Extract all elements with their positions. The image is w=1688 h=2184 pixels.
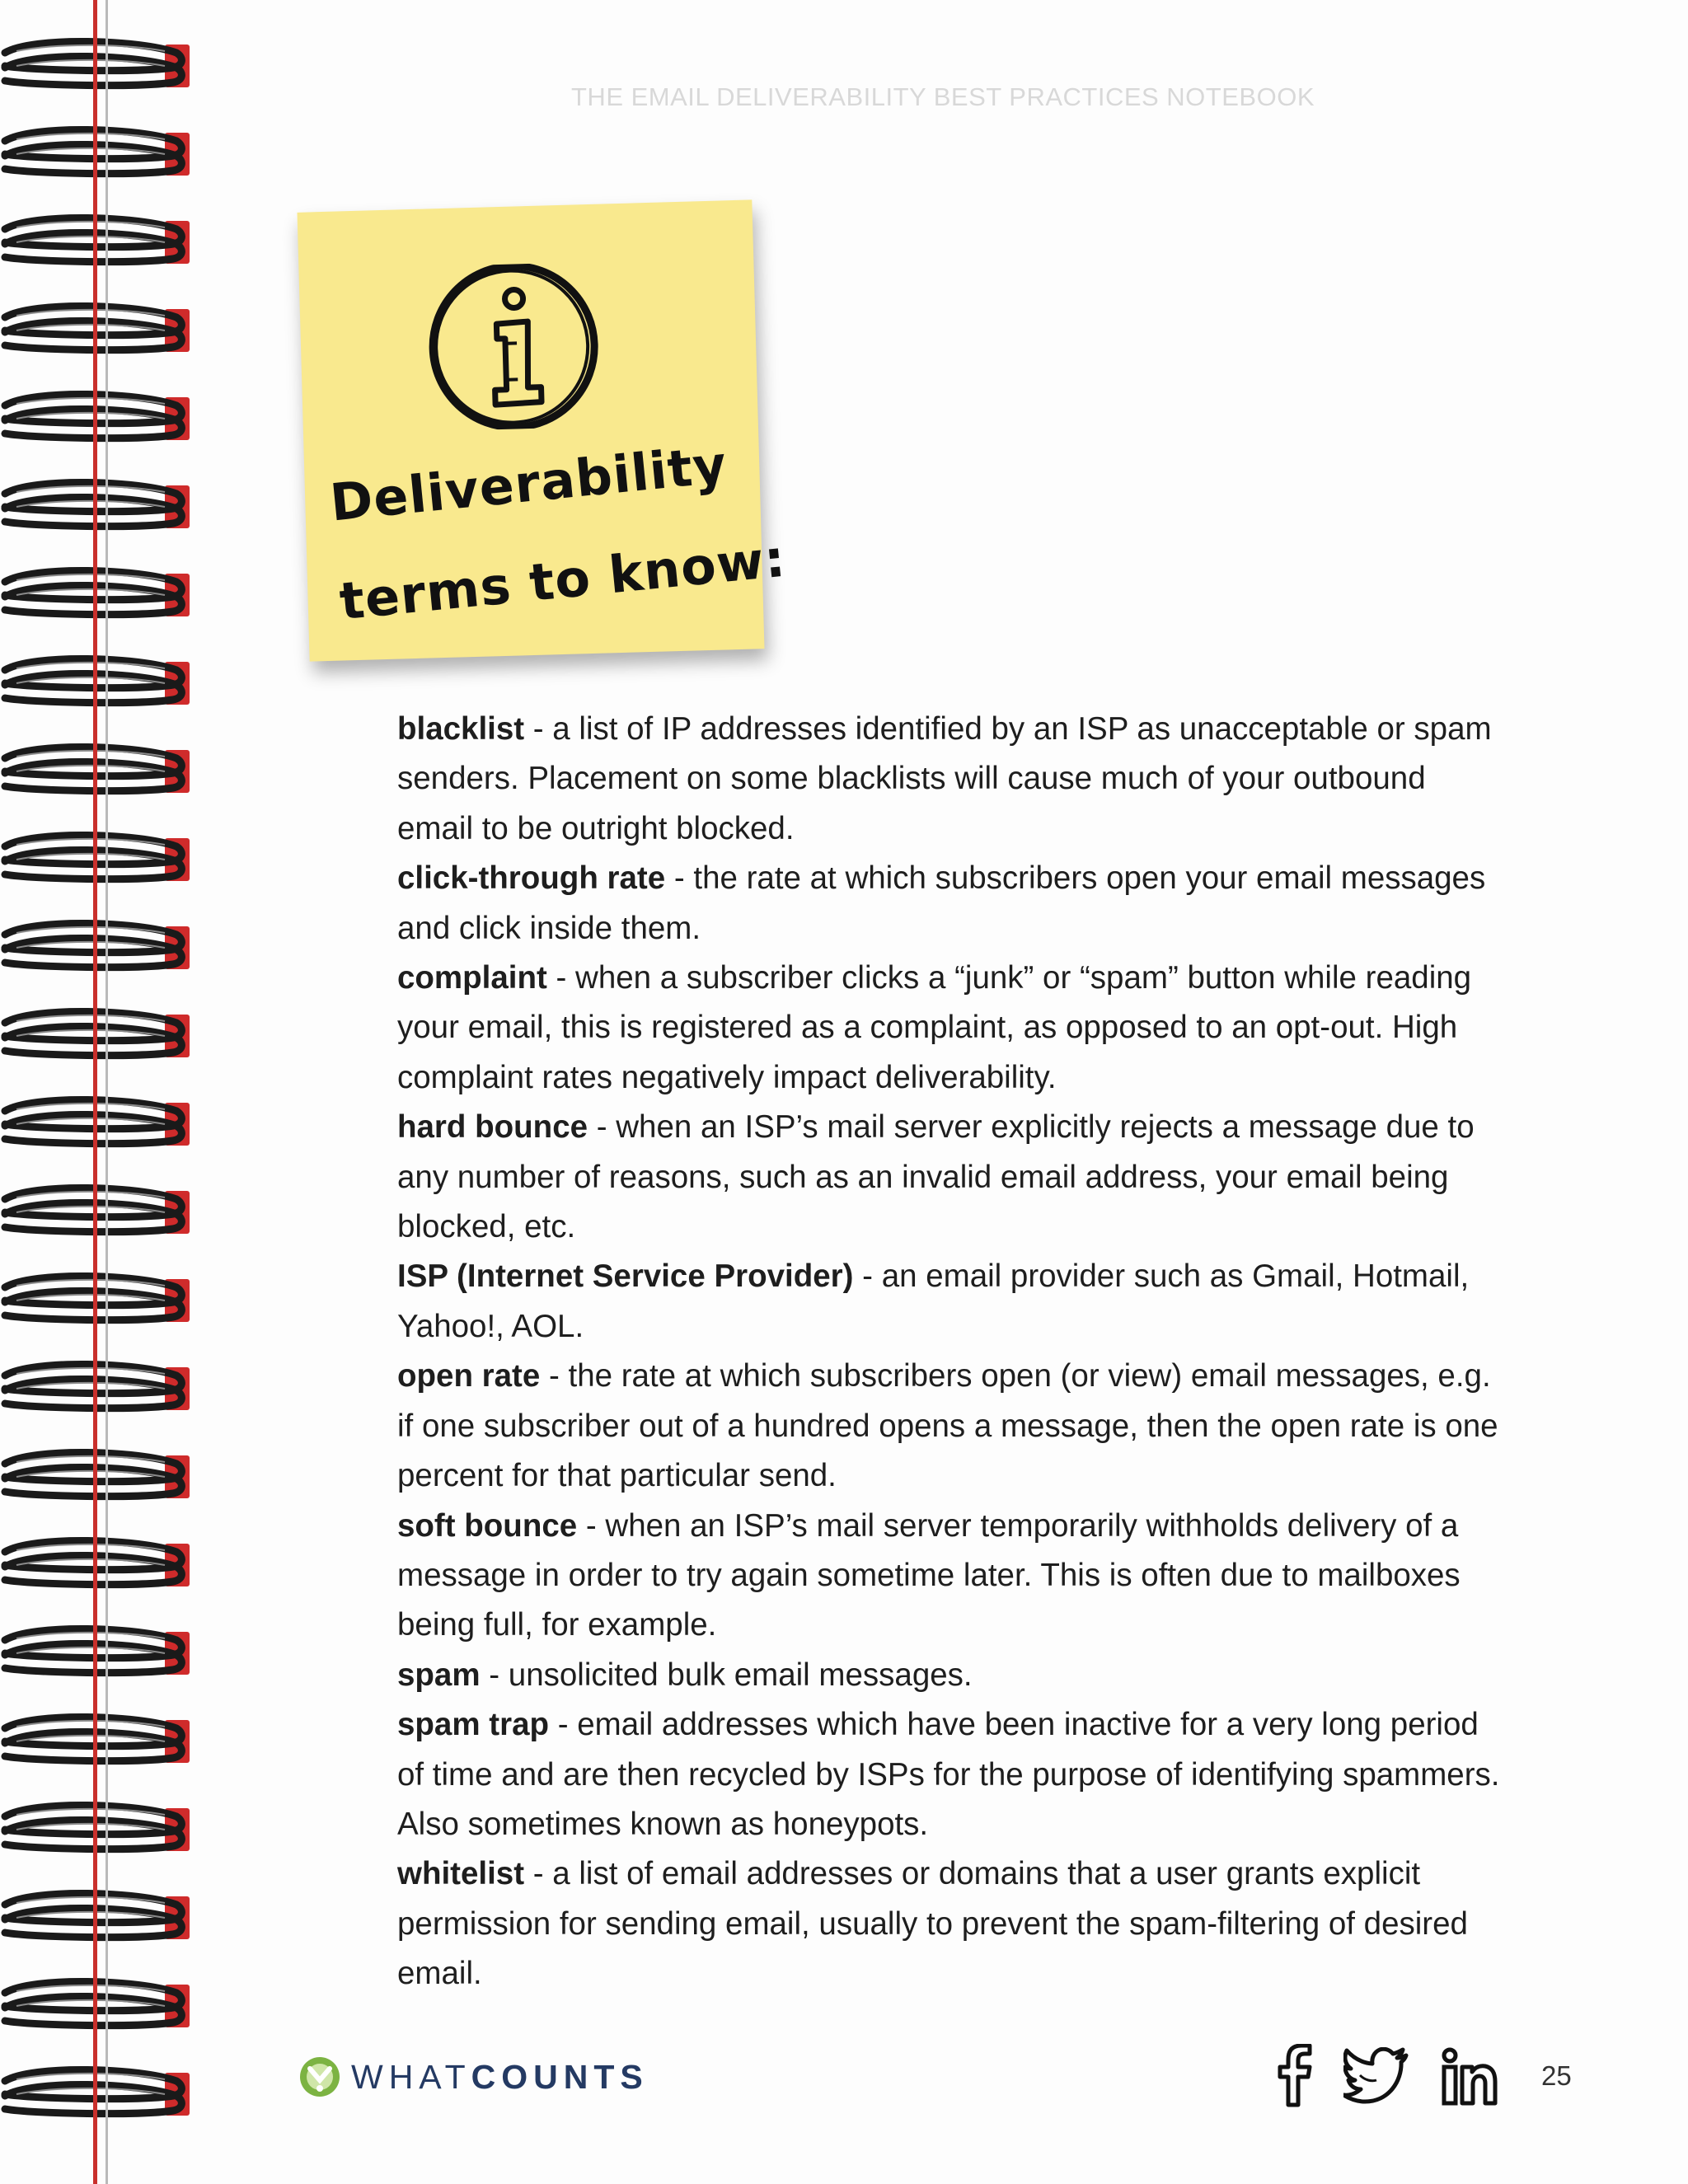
glossary-term: whitelist: [397, 1856, 525, 1892]
glossary-definition: - when a subscriber clicks a “junk” or “spam” button while reading your email, this is registered as a complaint, as opposed to an opt-out. High complaint rates negatively impact deliverability.: [397, 960, 1472, 1095]
glossary-term: soft bounce: [397, 1507, 578, 1544]
sticky-heading-line1: Deliverability: [327, 434, 730, 533]
spiral-coil: [5, 218, 190, 264]
spiral-coil: [5, 1629, 190, 1675]
spiral-coil: [5, 747, 190, 793]
glossary-entry-isp: [397, 1252, 1502, 1352]
glossary-definition: - email addresses which have been inactive for a very long period of time and are then recycled by ISPs for the purpose of identifying spammers. Also sometimes known as honeypots.: [397, 1707, 1500, 1842]
info-icon: [422, 261, 607, 431]
spiral-coil: [5, 835, 190, 881]
spiral-coil: [5, 306, 190, 352]
glossary-definition: - the rate at which subscribers open your email messages and click inside them.: [397, 860, 1486, 946]
glossary-definition: - an email provider such as Gmail, Hotmail, Yahoo!, AOL.: [397, 1258, 1470, 1344]
spiral-coil: [5, 41, 190, 87]
page-number: 25: [1541, 2060, 1572, 2091]
spiral-coil: [5, 923, 190, 969]
spiral-coil: [5, 129, 190, 176]
glossary-term: click-through rate: [397, 860, 666, 897]
spiral-coil: [5, 482, 190, 528]
glossary-entry-click-through-rate: [397, 854, 1502, 954]
linkedin-icon[interactable]: [1441, 2044, 1498, 2110]
spiral-coil: [5, 1188, 190, 1234]
glossary-entry-spam-trap: [397, 1700, 1502, 1849]
glossary-term: spam trap: [397, 1707, 550, 1743]
glossary-term: hard bounce: [397, 1109, 588, 1146]
running-title: THE EMAIL DELIVERABILITY BEST PRACTICES NOTEBOOK: [571, 82, 1315, 111]
glossary-definition: - when an ISP’s mail server explicitly rejects a message due to any number of reasons, such as an invalid email address, your email being blocked, etc.: [397, 1109, 1475, 1245]
glossary-term: open rate: [397, 1358, 541, 1394]
glossary-definition: - unsolicited bulk email messages.: [480, 1657, 973, 1693]
spiral-coil: [5, 1893, 190, 1939]
glossary-entry-spam: [397, 1651, 1502, 1700]
facebook-icon[interactable]: [1273, 2044, 1315, 2110]
spiral-coil: [5, 1099, 190, 1146]
spiral-coil: [5, 1717, 190, 1763]
whatcounts-logo[interactable]: [298, 2054, 649, 2100]
spiral-coil: [5, 394, 190, 440]
spiral-coil: [5, 1805, 190, 1851]
spiral-coil: [5, 1981, 190, 2027]
glossary-definition: - a list of email addresses or domains that a user grants explicit permission for sending email, usually to prevent the spam-filtering of desired email.: [397, 1856, 1468, 1992]
logo-mark-icon: [298, 2055, 341, 2098]
glossary-entry-blacklist: [397, 705, 1502, 854]
glossary-entry-complaint: [397, 954, 1502, 1103]
spiral-coil: [5, 658, 190, 705]
glossary-list: [397, 705, 1502, 1999]
glossary-term: complaint: [397, 960, 547, 996]
glossary-term: ISP (Internet Service Provider): [397, 1258, 854, 1295]
glossary-term: blacklist: [397, 711, 525, 747]
spiral-coil: [5, 1276, 190, 1322]
glossary-entry-soft-bounce: [397, 1502, 1502, 1651]
glossary-definition: - when an ISP’s mail server temporarily withholds delivery of a message in order to try again sometime later. This is often due to mailboxes being full, for example.: [397, 1507, 1461, 1643]
spiral-coil: [5, 1540, 190, 1586]
twitter-icon[interactable]: [1343, 2044, 1409, 2110]
glossary-definition: - a list of IP addresses identified by an ISP as unacceptable or spam senders. Placement on some blacklists will cause much of your outbound email to be outright blocked.: [397, 711, 1492, 846]
glossary-entry-whitelist: [397, 1849, 1502, 1999]
spiral-binding: [0, 0, 198, 2184]
sticky-heading-line2: terms to know:: [336, 527, 789, 632]
spiral-coil: [5, 1011, 190, 1057]
glossary-entry-open-rate: [397, 1352, 1502, 1501]
glossary-definition: - the rate at which subscribers open (or view) email messages, e.g. if one subscriber out of a hundred opens a message, then the open rate is one percent for that particular send.: [397, 1358, 1498, 1494]
spiral-coil: [5, 1452, 190, 1498]
spiral-coil: [5, 1364, 190, 1410]
spiral-coil: [5, 570, 190, 616]
glossary-entry-hard-bounce: [397, 1103, 1502, 1252]
margin-line: [93, 0, 97, 2184]
logo-wordmark: WHATCOUNTS: [351, 2057, 649, 2096]
sticky-note: [297, 199, 789, 677]
glossary-term: spam: [397, 1657, 481, 1693]
spiral-coil: [5, 2069, 190, 2116]
margin-inner-line: [106, 0, 108, 2184]
